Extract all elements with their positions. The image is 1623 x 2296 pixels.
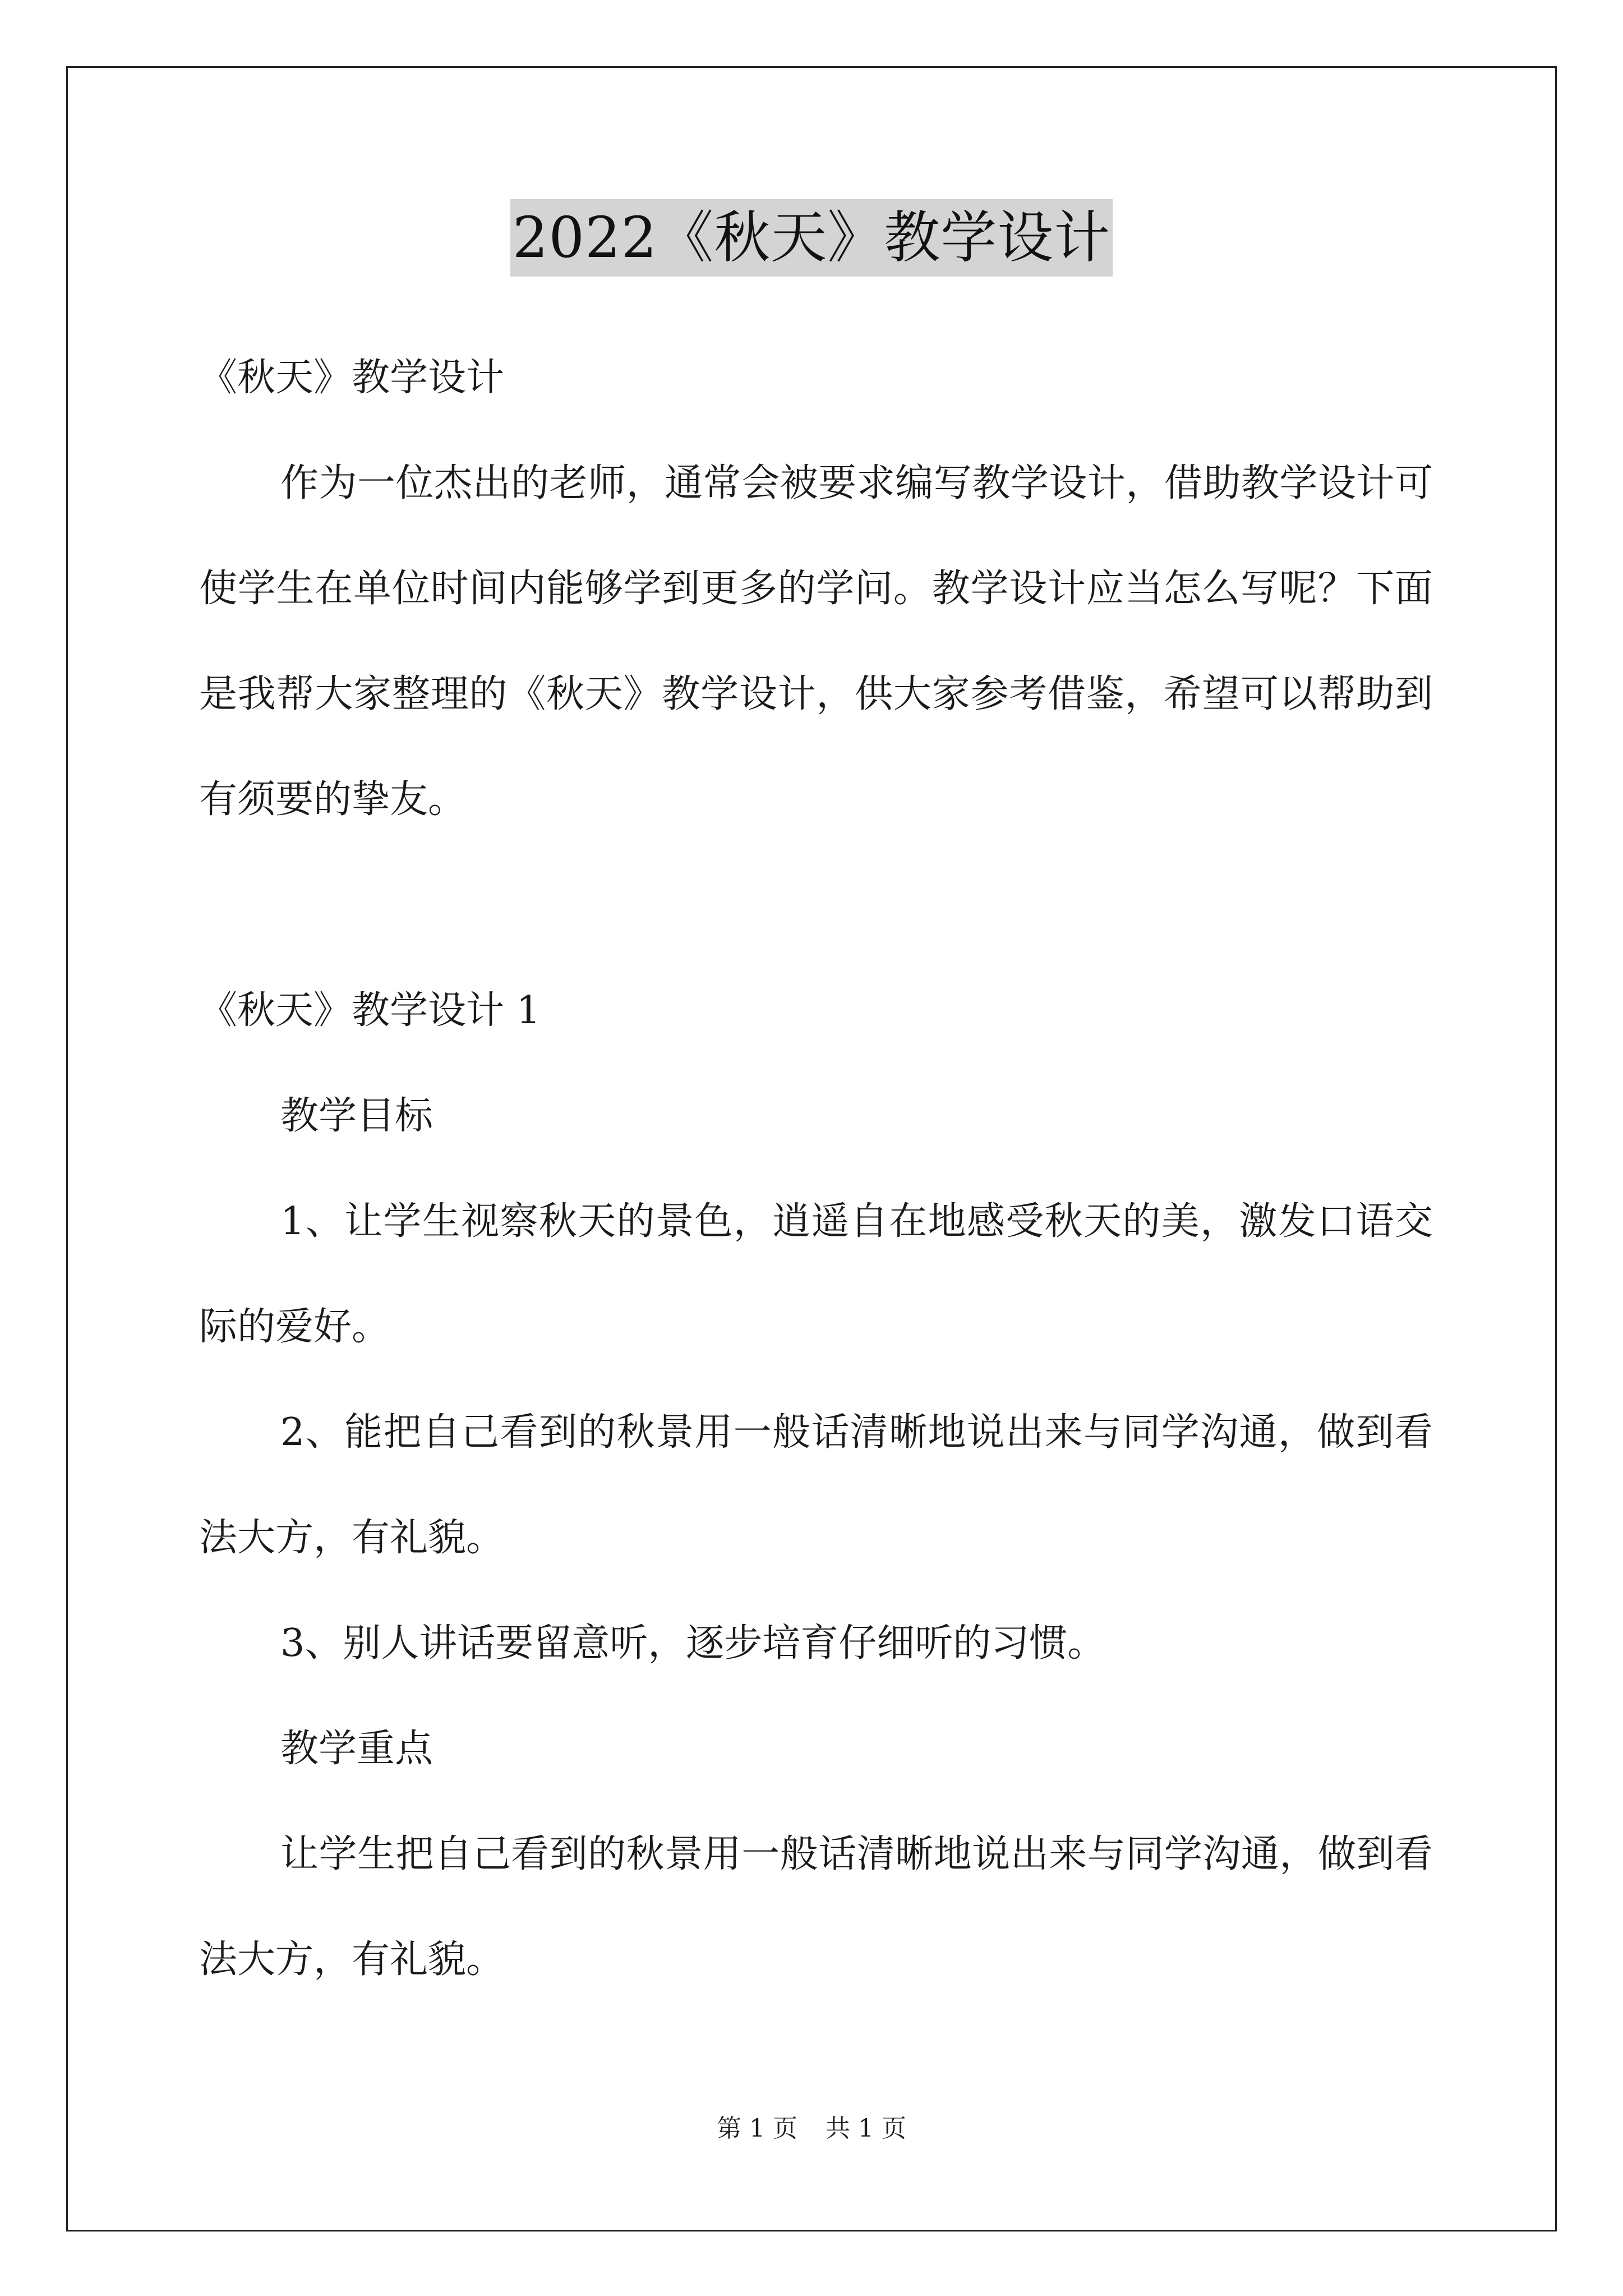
- teaching-focus-heading: 教学重点: [280, 1727, 434, 1771]
- page-footer: [0, 2108, 1623, 2144]
- goal-item-3: 3、别人讲话要留意听，逐步培育仔细听的习惯。: [280, 1621, 1106, 1665]
- document-title: 2022《秋天》教学设计: [510, 199, 1113, 277]
- section-heading: 《秋天》教学设计 1: [199, 988, 541, 1033]
- page-current: 第 1 页: [717, 2114, 797, 2143]
- teaching-goals-heading: 教学目标: [280, 1094, 434, 1138]
- document-body: [199, 325, 1433, 2013]
- page-total: 共 1 页: [826, 2114, 906, 2143]
- subtitle-paragraph: 《秋天》教学设计: [199, 356, 505, 400]
- goal-item-1: 1、让学生视察秋天的景色，逍遥自在地感受秋天的美，激发口语交际的爱好。: [199, 1199, 1433, 1349]
- section-gap: [199, 853, 1433, 958]
- teaching-focus-text: 让学生把自己看到的秋景用一般话清晰地说出来与同学沟通，做到看法大方，有礼貌。: [199, 1832, 1433, 1982]
- intro-paragraph: 作为一位杰出的老师，通常会被要求编写教学设计，借助教学设计可使学生在单位时间内能够学到更多的学问。教学设计应当怎么写呢？下面是我帮大家整理的《秋天》教学设计，供大家参考借鉴，希望可以帮助到有须要的挚友。: [199, 461, 1433, 822]
- title-container: [0, 199, 1623, 277]
- goal-item-2: 2、能把自己看到的秋景用一般话清晰地说出来与同学沟通，做到看法大方，有礼貌。: [199, 1410, 1433, 1560]
